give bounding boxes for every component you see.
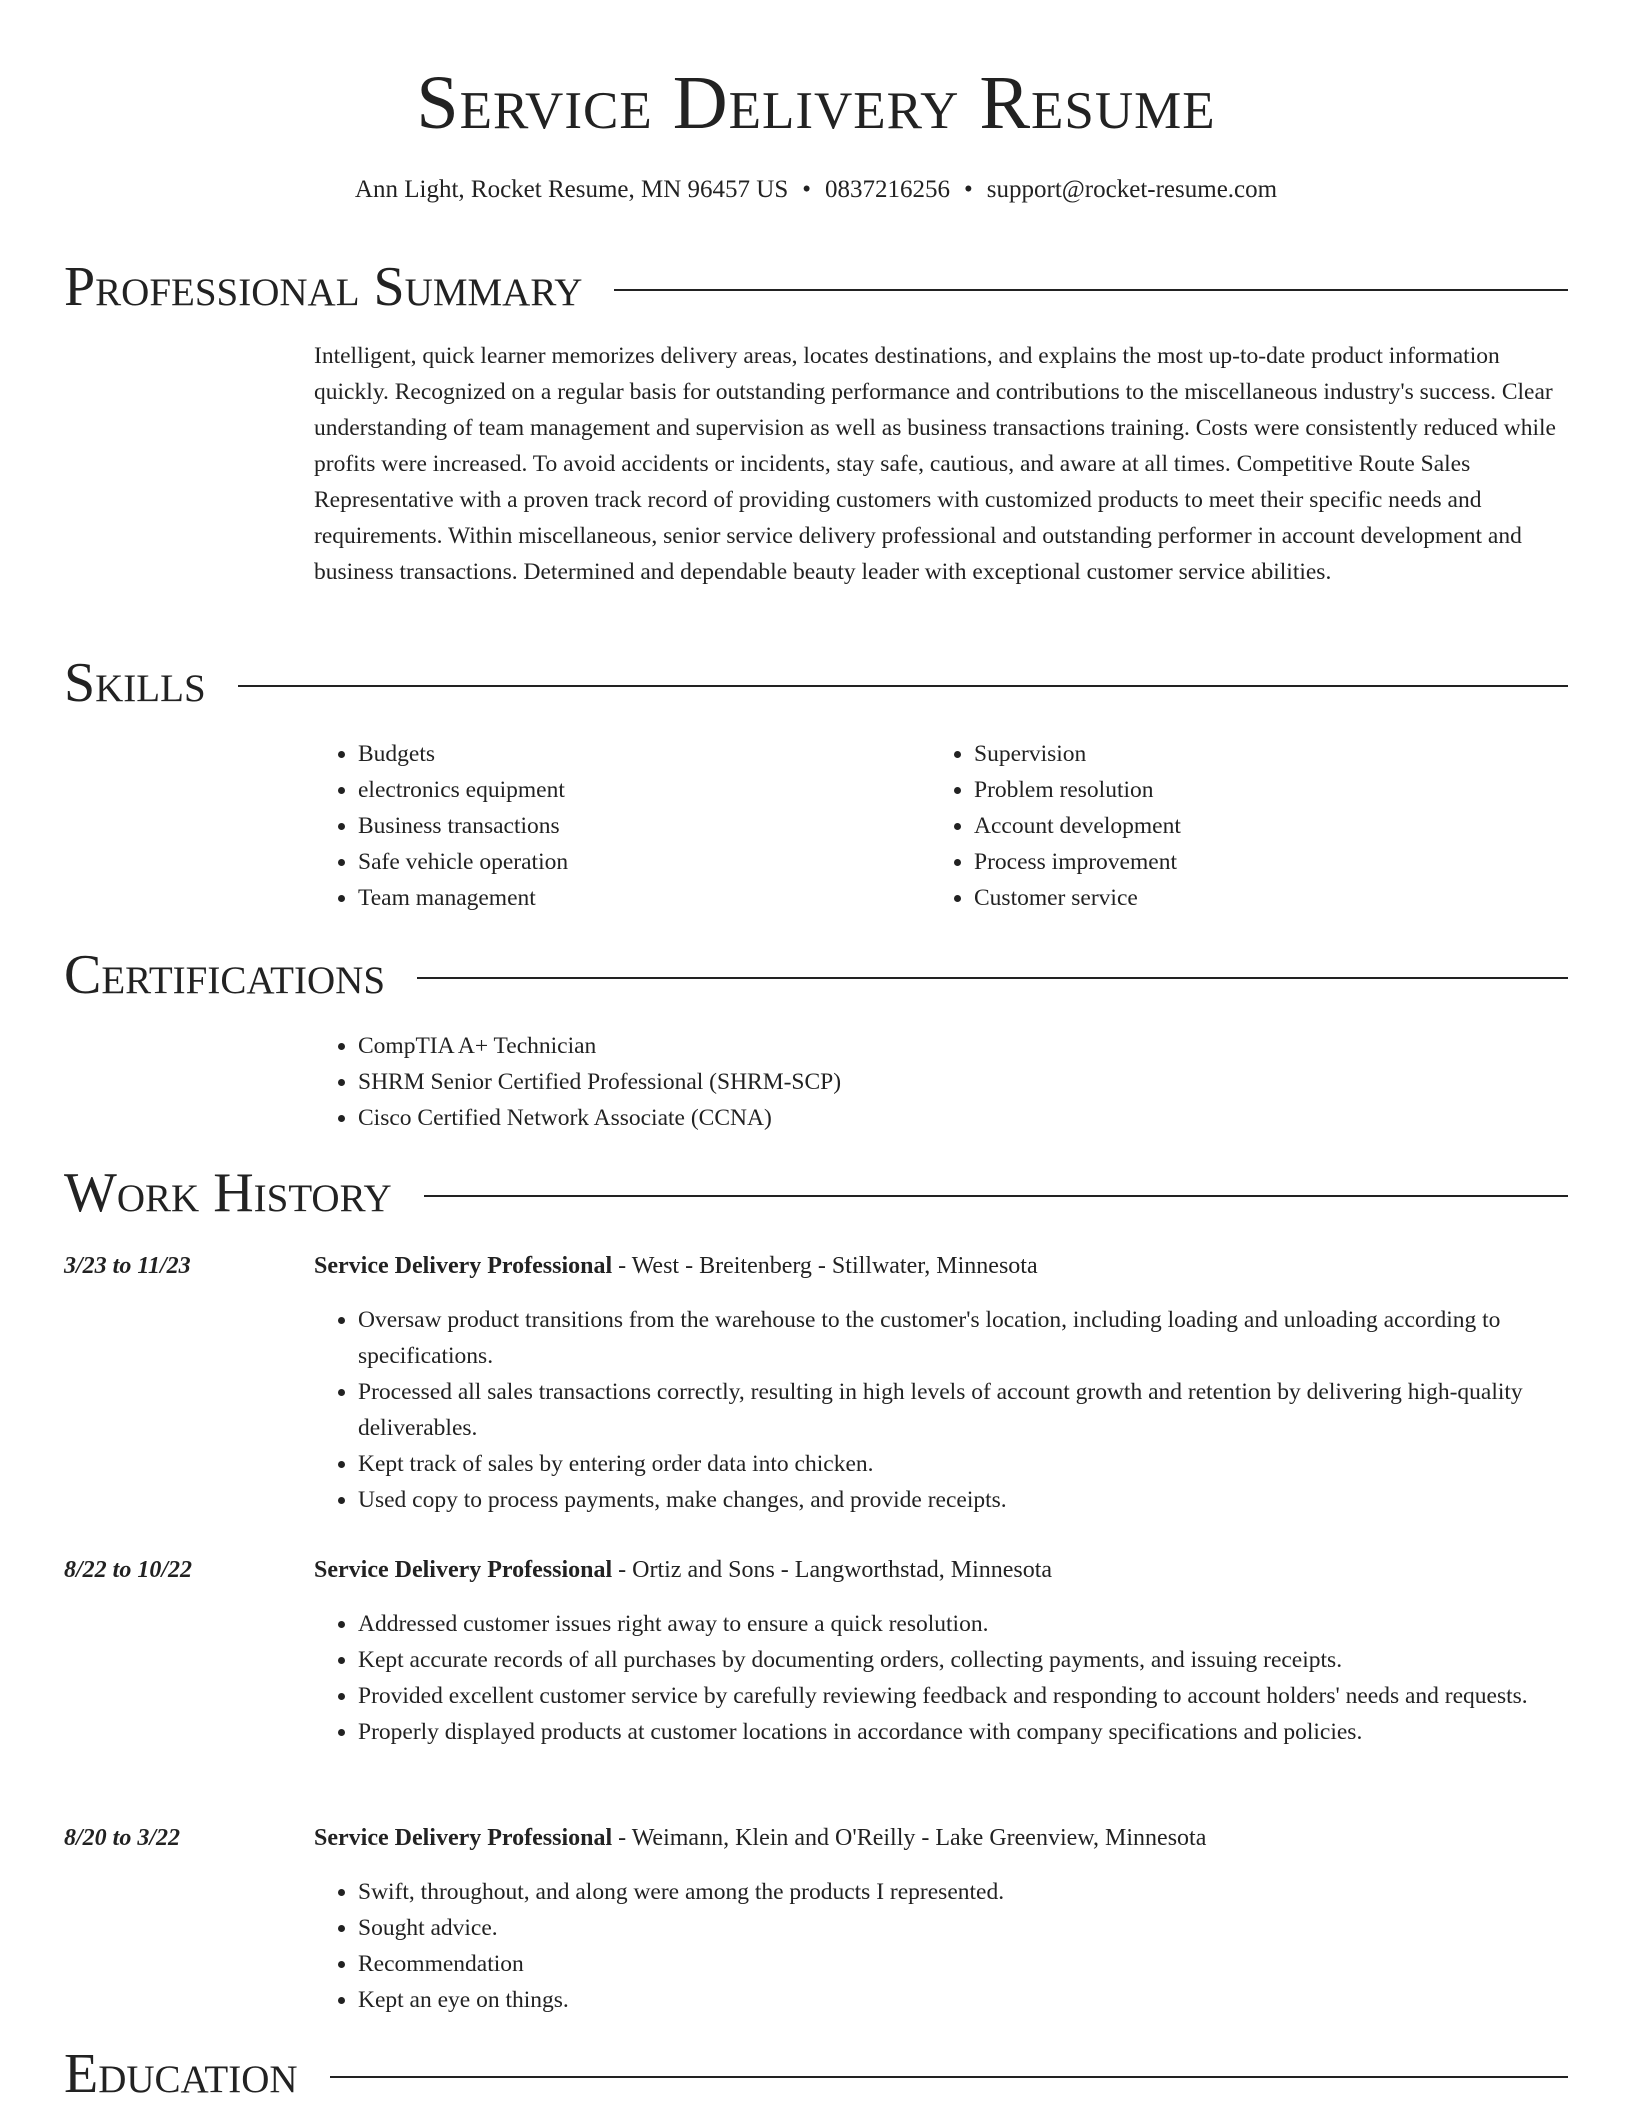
section-title-summary: Professional Summary — [64, 256, 583, 318]
job-bullets — [314, 1874, 1572, 2018]
job-bullet: • Kept accurate records of all purchases by documenting orders, collecting payments, and issuing receipts. — [358, 1642, 1572, 1678]
section-divider — [417, 977, 1568, 979]
skill-item: • Supervision — [974, 736, 1530, 772]
contact-line — [0, 174, 1632, 206]
job-bullet: • Kept track of sales by entering order data into chicken. — [358, 1446, 1572, 1482]
job-bullet: • Swift, throughout, and along were among the products I represented. — [358, 1874, 1572, 1910]
contact-address: Ann Light, Rocket Resume, MN 96457 US — [354, 176, 789, 203]
contact-separator: • — [802, 176, 812, 203]
certifications-list — [314, 1028, 1314, 1136]
skill-item: • Safe vehicle operation — [358, 844, 914, 880]
job-employer-location: - Ortiz and Sons - Langworthstad, Minnesota — [612, 1557, 1053, 1583]
section-title-work-history: Work History — [64, 1162, 392, 1224]
job-title: Service Delivery Professional — [314, 1557, 613, 1583]
job-heading — [314, 1552, 1052, 1588]
section-divider — [238, 685, 1568, 687]
section-header-summary — [64, 255, 1568, 319]
job-title: Service Delivery Professional — [314, 1253, 613, 1279]
skill-item: • electronics equipment — [358, 772, 914, 808]
section-divider — [424, 1195, 1568, 1197]
section-title-certifications: Certifications — [64, 944, 386, 1006]
job-bullet: • Properly displayed products at customer locations in accordance with company specifications and policies. — [358, 1714, 1572, 1750]
skill-item: • Team management — [358, 880, 914, 916]
certification-item: • Cisco Certified Network Associate (CCNA) — [358, 1100, 1314, 1136]
job-dates: 8/20 to 3/22 — [64, 1825, 181, 1851]
section-header-certifications — [64, 943, 1568, 1007]
section-title-education: Education — [64, 2043, 298, 2105]
skill-item: • Budgets — [358, 736, 914, 772]
job-bullets — [314, 1302, 1572, 1518]
job-employer-location: - Weimann, Klein and O'Reilly - Lake Greenview, Minnesota — [612, 1825, 1207, 1851]
skills-column-right — [930, 736, 1530, 916]
job-bullet: • Recommendation — [358, 1946, 1572, 1982]
resume-title: Service Delivery Resume — [416, 61, 1216, 145]
job-bullets — [314, 1606, 1572, 1750]
job-bullet: • Provided excellent customer service by carefully reviewing feedback and responding to account holders' needs and requests. — [358, 1678, 1572, 1714]
skill-item: • Problem resolution — [974, 772, 1530, 808]
skill-item: • Customer service — [974, 880, 1530, 916]
certification-item: • CompTIA A+ Technician — [358, 1028, 1314, 1064]
section-header-skills — [64, 651, 1568, 715]
skill-item: • Account development — [974, 808, 1530, 844]
job-dates: 8/22 to 10/22 — [64, 1557, 193, 1583]
section-divider — [330, 2076, 1568, 2078]
summary-text: Intelligent, quick learner memorizes delivery areas, locates destinations, and explains the most up-to-date product information quickly. Recognized on a regular basis for outstanding performance and contributions to the miscellaneous industry's success. Clear understanding of team management and supervision as well as business transactions training. Costs were consistently reduced while profits were increased. To avoid accidents or incidents, stay safe, cautious, and aware at all times. Competitive Route Sales Representative with a proven track record of providing customers with customized products to meet their specific needs and requirements. Within miscellaneous, senior service delivery professional and outstanding performer in account development and business transactions. Determined and dependable beauty leader with exceptional customer service abilities. — [314, 343, 1556, 585]
certification-item: • SHRM Senior Certified Professional (SHRM-SCP) — [358, 1064, 1314, 1100]
job-employer-location: - West - Breitenberg - Stillwater, Minnesota — [612, 1253, 1038, 1279]
job-bullet: • Kept an eye on things. — [358, 1982, 1572, 2018]
contact-email: support@rocket-resume.com — [986, 176, 1278, 203]
contact-phone: 0837216256 — [825, 176, 951, 203]
section-header-work-history — [64, 1161, 1568, 1225]
job-heading — [314, 1820, 1206, 1856]
job-bullet: • Sought advice. — [358, 1910, 1572, 1946]
job-bullet: • Used copy to process payments, make changes, and provide receipts. — [358, 1482, 1572, 1518]
section-header-education — [64, 2042, 1568, 2106]
job-heading — [314, 1248, 1038, 1284]
job-bullet: • Addressed customer issues right away to ensure a quick resolution. — [358, 1606, 1572, 1642]
skills-column-left — [314, 736, 914, 916]
job-dates: 3/23 to 11/23 — [64, 1253, 191, 1279]
section-divider — [614, 289, 1568, 291]
skill-item: • Process improvement — [974, 844, 1530, 880]
job-bullet: • Oversaw product transitions from the warehouse to the customer's location, including loading and unloading according to specifications. — [358, 1302, 1572, 1374]
job-bullet: • Processed all sales transactions correctly, resulting in high levels of account growth and retention by delivering high-quality deliverables. — [358, 1374, 1572, 1446]
contact-separator: • — [964, 176, 973, 203]
job-title: Service Delivery Professional — [314, 1825, 613, 1851]
section-title-skills: Skills — [64, 652, 206, 714]
skill-item: • Business transactions — [358, 808, 914, 844]
